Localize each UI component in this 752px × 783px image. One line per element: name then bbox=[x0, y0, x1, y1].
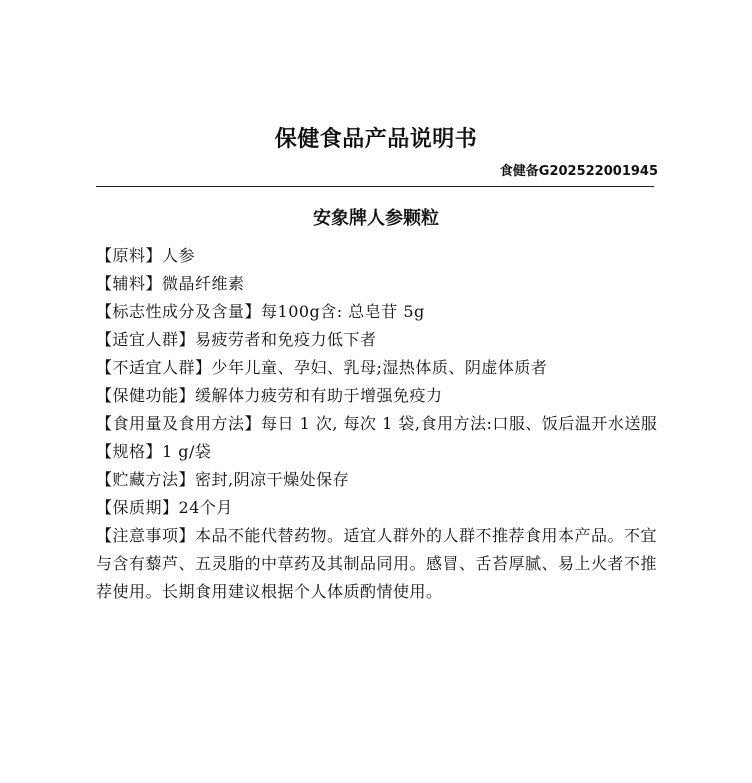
field-value: 24个月 bbox=[178, 498, 233, 517]
field-label: 【保健功能】 bbox=[96, 386, 196, 405]
field-label: 【注意事项】 bbox=[96, 526, 196, 545]
field-value: 密封,阴凉干燥处保存 bbox=[195, 470, 350, 489]
field-value: 少年儿童、孕妇、乳母;湿热体质、阴虚体质者 bbox=[211, 358, 548, 377]
field-health-function bbox=[96, 382, 658, 410]
field-shelf-life bbox=[96, 494, 658, 522]
field-unsuitable-population bbox=[96, 354, 658, 382]
field-list bbox=[96, 242, 658, 606]
field-label: 【辅料】 bbox=[96, 274, 163, 293]
field-label: 【标志性成分及含量】 bbox=[96, 302, 262, 321]
field-label: 【不适宜人群】 bbox=[96, 358, 212, 377]
field-ingredients bbox=[96, 242, 658, 270]
field-excipients bbox=[96, 270, 658, 298]
divider bbox=[96, 186, 654, 187]
field-label: 【贮藏方法】 bbox=[96, 470, 196, 489]
field-value: 1 g/袋 bbox=[162, 442, 212, 461]
field-label: 【保质期】 bbox=[96, 498, 179, 517]
field-value: 每日 1 次, 每次 1 袋,食用方法:口服、饭后温开水送服 bbox=[261, 414, 658, 433]
field-marker-content bbox=[96, 298, 658, 326]
field-value: 微晶纤维素 bbox=[162, 274, 245, 293]
field-precautions bbox=[96, 522, 658, 606]
field-specification bbox=[96, 438, 658, 466]
field-label: 【适宜人群】 bbox=[96, 330, 196, 349]
field-value: 易疲劳者和免疫力低下者 bbox=[195, 330, 377, 349]
field-value: 本品不能代替药物。适宜人群外的人群不推荐食用本产品。不宜与含有藜芦、五灵脂的中草药及其制品同用。感冒、舌苔厚腻、易上火者不推荐使用。长期食用建议根据个人体质酌情使用。 bbox=[96, 526, 658, 601]
field-value: 人参 bbox=[162, 246, 196, 265]
field-label: 【原料】 bbox=[96, 246, 163, 265]
registration-number: 食健备G202522001945 bbox=[499, 164, 658, 179]
field-label: 【规格】 bbox=[96, 442, 163, 461]
field-value: 缓解体力疲劳和有助于增强免疫力 bbox=[195, 386, 443, 405]
field-label: 【食用量及食用方法】 bbox=[96, 414, 262, 433]
document-title: 保健食品产品说明书 bbox=[274, 127, 478, 152]
field-dosage-usage bbox=[96, 410, 658, 438]
field-storage bbox=[96, 466, 658, 494]
field-value: 每100g含: 总皂苷 5g bbox=[261, 302, 425, 321]
field-suitable-population bbox=[96, 326, 658, 354]
product-name: 安象牌人参颗粒 bbox=[313, 208, 439, 229]
